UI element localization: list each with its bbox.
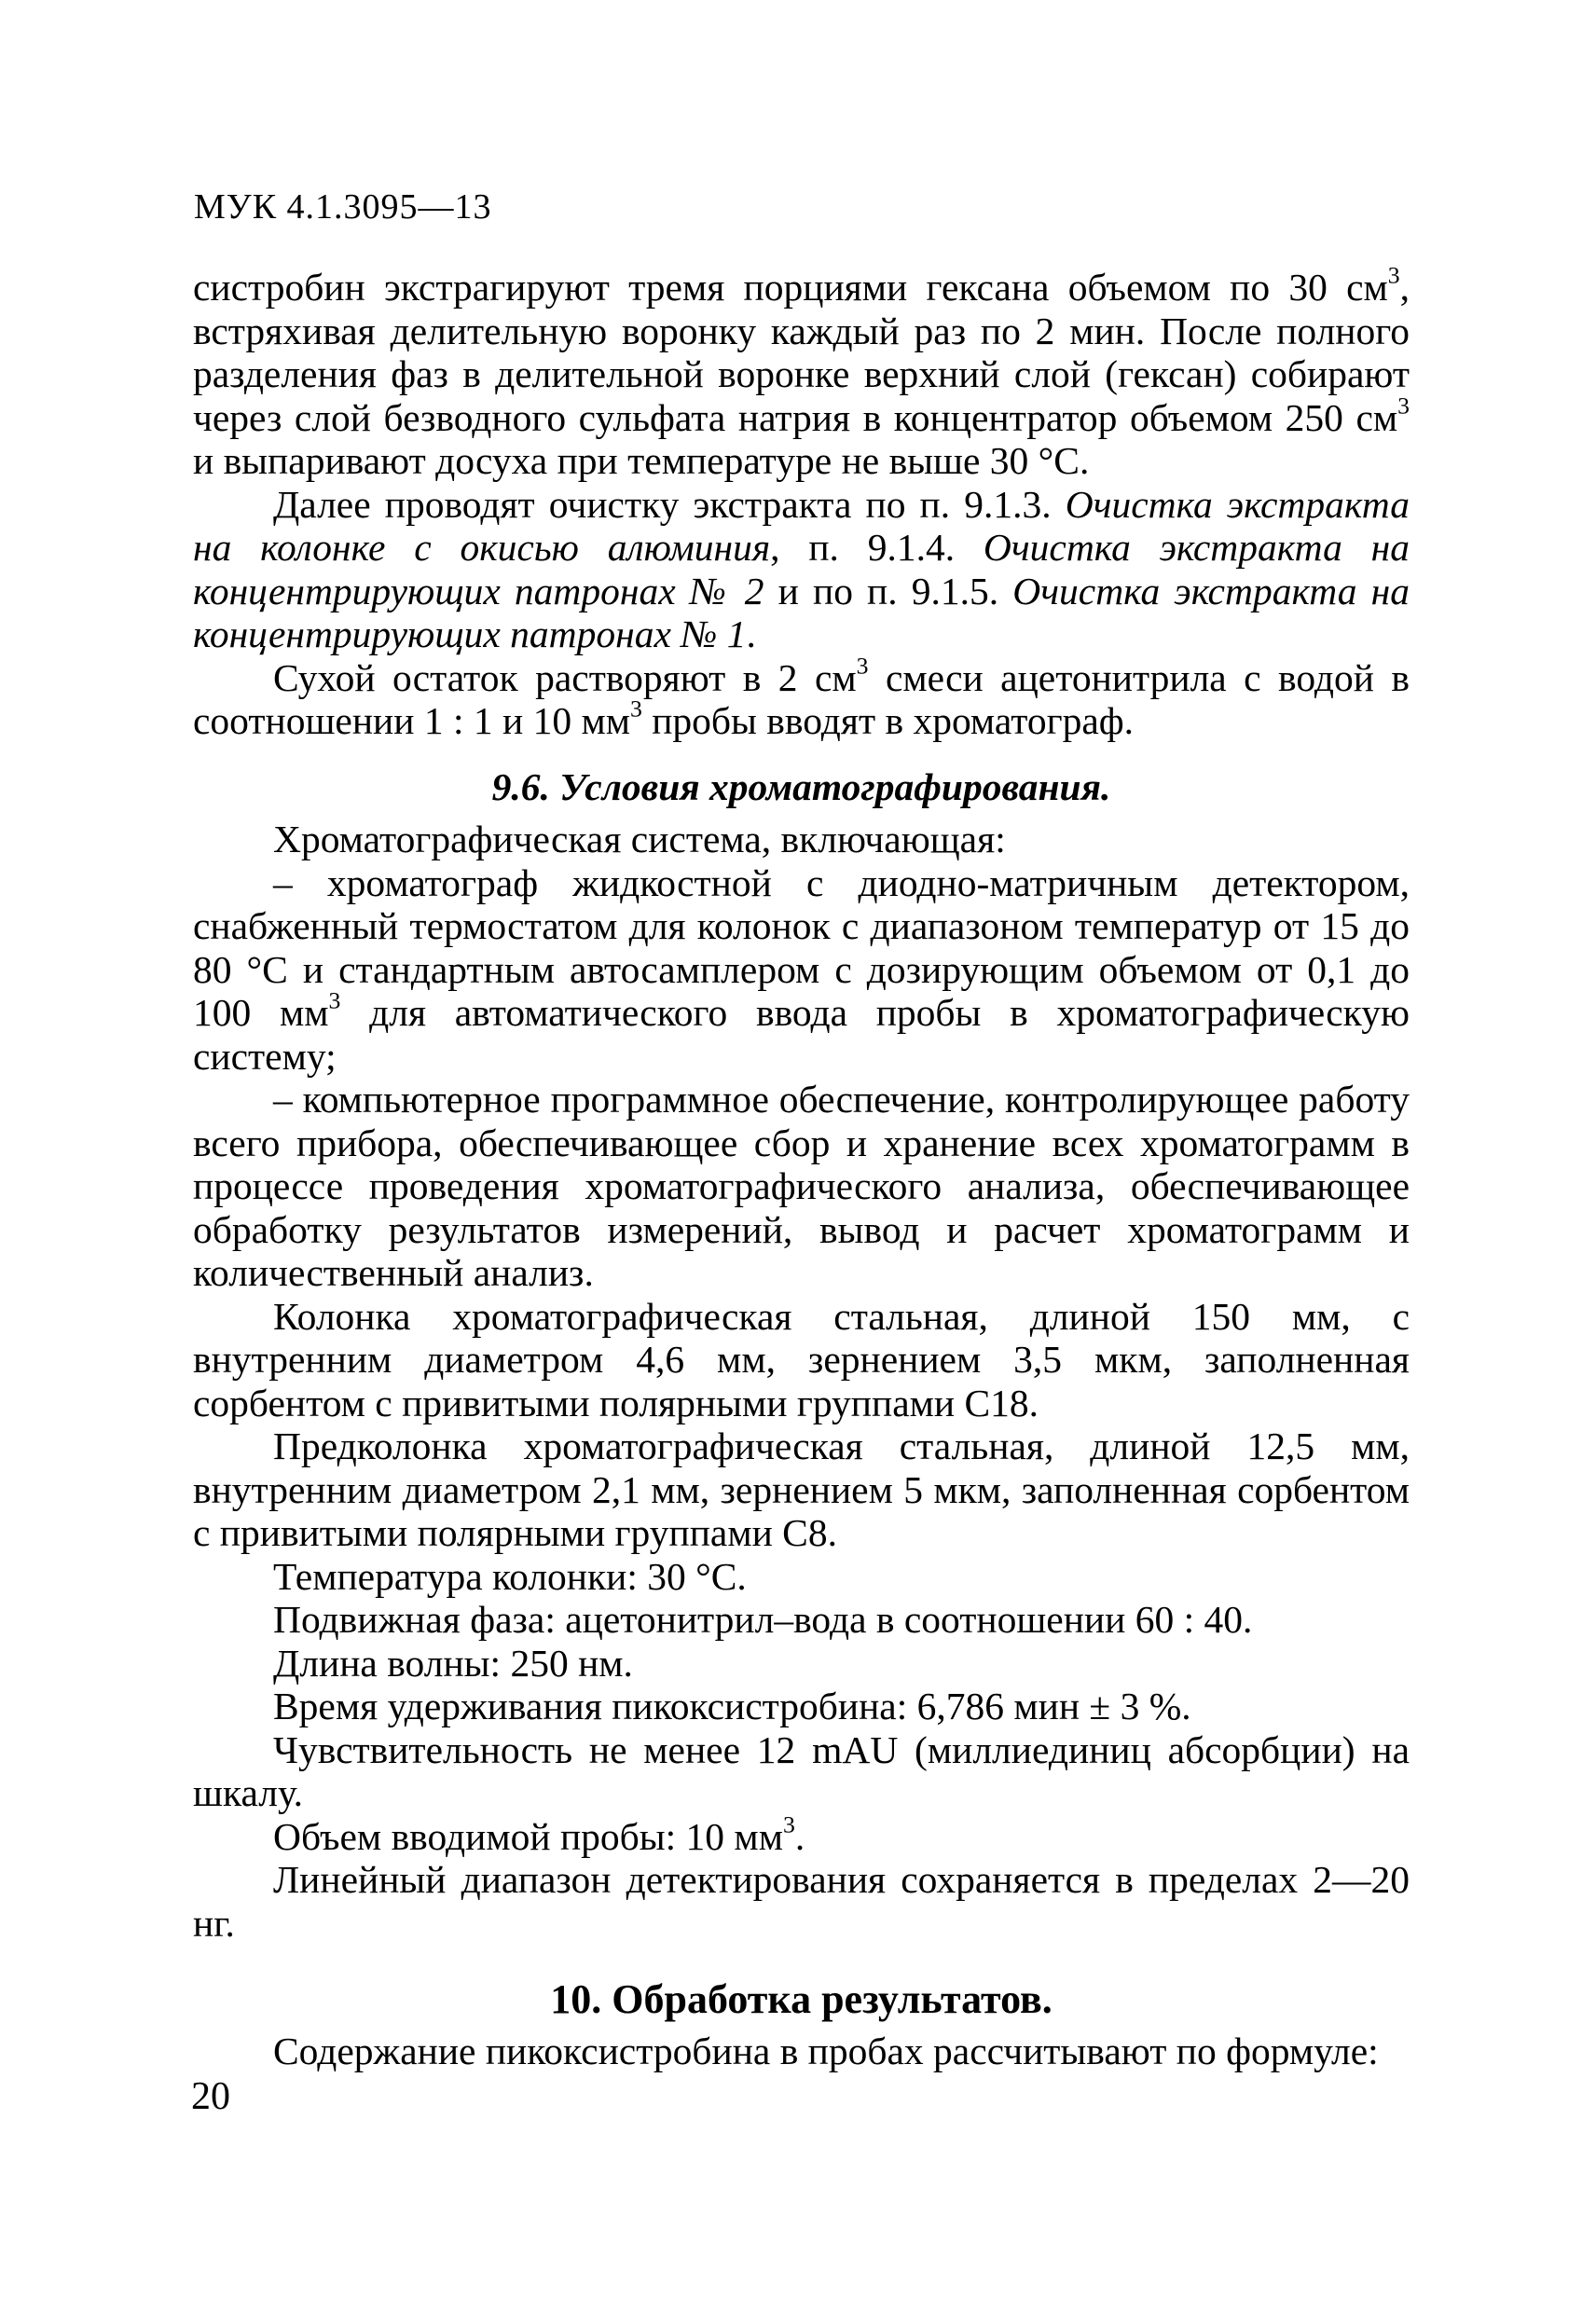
subsection-heading: 9.6. Условия хроматографирования. xyxy=(491,764,1111,808)
paragraph-dissolution: Сухой остаток растворяют в 2 $см^3$ смеси ацетонитрила с водой в соотношении 1 : 1 и 10 $мм^3$ пробы вводят в хроматограф. xyxy=(193,651,1410,742)
document-code-header: МУК 4.1.3095—13 xyxy=(194,187,492,227)
page-number: 20 xyxy=(191,2075,230,2118)
paragraph-cleanup: Далее проводят очистку экстракта по п. 9.1.3. Очистка экстракта на колонке с окисью алюминия, п. 9.1.4. Очистка экстракта на концентрирующих патронах № 2 и по п. 9.1.5. Очистка экстракта на концентрирующих патронах № 1. xyxy=(193,482,1410,655)
paragraph-sensitivity: Чувствительность не менее 12 mAU (миллиединиц абсорбции) на шкалу. xyxy=(193,1727,1410,1814)
paragraph-retention-time: Время удерживания пикоксистробина: 6,786 мин ± 3 %. xyxy=(273,1685,1191,1727)
paragraph-extraction: систробин экстрагируют тремя порциями гексана объемом по 30 $см^3$, встряхивая делительную воронку каждый раз по 2 мин. После полного разделения фаз в делительной воронке верхний слой (гексан) собирают через слой безводного сульфата натрия в концентратор объемом 250 $см^3$ и выпаривают досуха при температуре не выше 30 °С. xyxy=(193,261,1410,482)
list-item-chromatograph: – хроматограф жидкостной с диодно-матричным детектором, снабженный термостатом для колонок с диапазоном температур от 15 до 80 °С и стандартным автосамплером с дозирующим объемом от 0,1 до 100 $мм^3$ для автоматического ввода пробы в хроматографическую систему; xyxy=(193,860,1410,1078)
section-heading: 10. Обработка результатов. xyxy=(550,1976,1053,2022)
document-body xyxy=(193,261,1410,2072)
paragraph-mobile-phase: Подвижная фаза: ацетонитрил–вода в соотношении 60 : 40. xyxy=(273,1598,1253,1641)
paragraph-wavelength: Длина волны: 250 нм. xyxy=(273,1641,633,1685)
paragraph-precolumn: Предколонка хроматографическая стальная, длиной 12,5 мм, внутренним диаметром 2,1 мм, зернением 5 мкм, заполненная сорбентом с привитыми полярными группами С8. xyxy=(193,1424,1410,1554)
paragraph-system: Хроматографическая система, включающая: xyxy=(273,818,1006,860)
paragraph-injection-volume: Объем вводимой пробы: 10 $мм^3$. xyxy=(273,1810,805,1858)
paragraph-linear-range: Линейный диапазон детектирования сохраняется в пределах 2—20 нг. xyxy=(193,1858,1410,1945)
paragraph-column: Колонка хроматографическая стальная, длиной 150 мм, с внутренним диаметром 4,6 мм, зернением 3,5 мкм, заполненная сорбентом с привитыми полярными группами С18. xyxy=(193,1294,1410,1424)
paragraph-formula-intro: Содержание пикоксистробина в пробах рассчитывают по формуле: xyxy=(273,2029,1379,2072)
list-item-software: – компьютерное программное обеспечение, контролирующее работу всего прибора, обеспечивающее сбор и хранение всех хроматограмм в процессе проведения хроматографического анализа, обеспечивающее обработку результатов измерений, вывод и расчет хроматограмм и количественный анализ. xyxy=(193,1078,1410,1294)
paragraph-temperature: Температура колонки: 30 °С. xyxy=(273,1554,747,1598)
